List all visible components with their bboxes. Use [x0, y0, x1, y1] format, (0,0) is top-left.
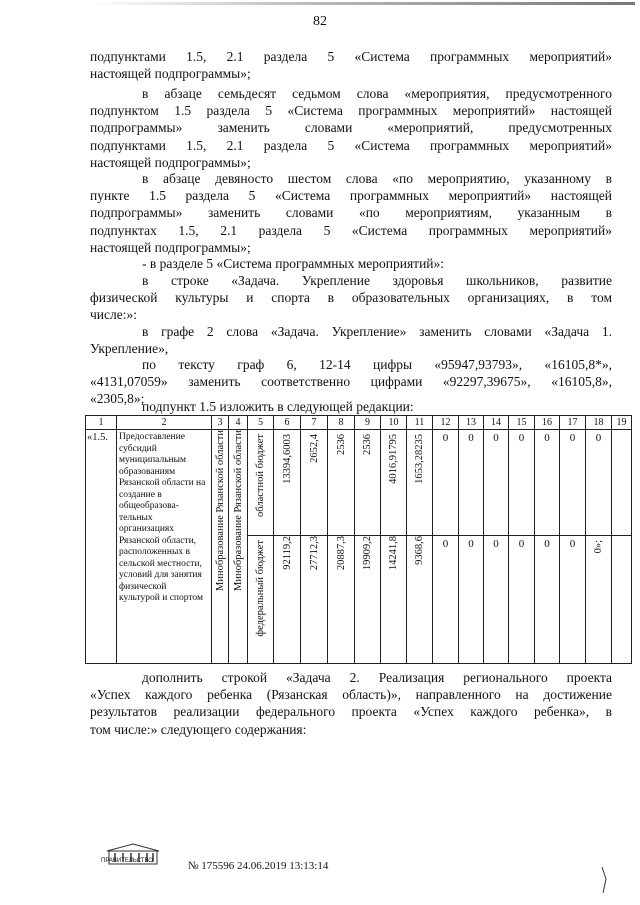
paragraph-9 — [90, 669, 612, 738]
value-cell: 0 — [509, 430, 535, 536]
value-cell: 0 — [433, 536, 459, 664]
executor-text: Минобразование Рязанской области — [232, 430, 244, 591]
stamp-caption: ПРАВИТЕЛЬСТВО — [101, 858, 153, 864]
value-cell — [328, 430, 355, 536]
column-header: 6 — [274, 416, 301, 430]
executor-cell — [212, 430, 229, 664]
value-cell: 0 — [484, 536, 509, 664]
column-header: 8 — [328, 416, 355, 430]
value-text: 0»; — [593, 540, 604, 554]
text-line: в абзаце семьдесят седьмом слова «мероприятия, предусмотренного — [142, 86, 612, 101]
value-cell: 0 — [560, 536, 586, 664]
value-cell: 0 — [535, 430, 560, 536]
value-text: 92119,2 — [281, 536, 293, 570]
value-cell — [612, 430, 632, 536]
value-cell — [612, 536, 632, 664]
value-text: 20887,3 — [335, 536, 347, 571]
paragraph-8 — [90, 398, 612, 415]
value-cell: 0 — [586, 430, 612, 536]
value-cell: 0 — [433, 430, 459, 536]
value-cell — [381, 430, 407, 536]
paragraph-3 — [90, 170, 612, 256]
text-line: настоящей подпрограммы»; — [90, 239, 251, 255]
measure-description: Предоставление субсидий муниципальным образованиям Рязанской области на создание в общеобразова-тельных организациях Рязанской области, расположенных в сельской местности, условий для занятия физической культурой и спортом — [117, 430, 212, 664]
text-line: физической культуры и спорта в образовательных организациях, в том — [90, 290, 612, 306]
program-table — [85, 415, 632, 664]
value-text: 9368,6 — [414, 536, 425, 565]
value-cell — [355, 536, 381, 664]
scan-edge-line — [90, 2, 635, 5]
paragraph-4 — [90, 255, 612, 272]
text-line: «4131,07059» заменить соответственно цифрами «92297,39675», «16105,8», — [90, 374, 612, 390]
paragraph-1 — [90, 48, 612, 82]
column-header: 5 — [248, 416, 274, 430]
column-header: 3 — [212, 416, 229, 430]
value-text: 2536 — [362, 434, 373, 455]
column-header: 14 — [484, 416, 509, 430]
value-cell: 0 — [535, 536, 560, 664]
value-cell: 0 — [560, 430, 586, 536]
value-text: 1653,28235 — [414, 434, 425, 484]
table-header-row — [86, 416, 632, 430]
scan-mark — [600, 865, 610, 895]
value-text: 2536 — [335, 434, 347, 455]
text-line: пункте 1.5 раздела 5 «Система программных мероприятий» настоящей — [90, 188, 612, 204]
text-line: настоящей подпрограммы»; — [90, 154, 251, 170]
text-line: в строке «Задача. Укрепление здоровья школьников, развитие — [142, 273, 612, 288]
value-cell — [586, 536, 612, 664]
column-header: 4 — [229, 416, 248, 430]
source-cell — [248, 536, 274, 664]
value-text: 14241,8 — [388, 536, 399, 571]
table-row — [86, 430, 632, 536]
text-line: Укрепление», — [90, 341, 169, 357]
column-header: 17 — [560, 416, 586, 430]
value-cell: 0 — [459, 430, 484, 536]
source-cell — [248, 430, 274, 536]
column-header: 12 — [433, 416, 459, 430]
text-line: подпунктах 1.5, 2.1 раздела 5 «Система программных мероприятий» — [90, 222, 612, 238]
value-cell — [355, 430, 381, 536]
text-line: подпунктами 1.5, 2.1 раздела 5 «Система программных мероприятий» — [90, 137, 612, 153]
value-cell: 0 — [459, 536, 484, 664]
text-line: настоящей подпрограммы»; — [90, 66, 251, 82]
text-line: «Успех каждого ребенка (Рязанская область)», направленного на достижение — [90, 687, 612, 703]
column-header: 15 — [509, 416, 535, 430]
text-line: подпрограммы» заменить словами «по мероприятиям, указанным в — [90, 205, 612, 221]
column-header: 7 — [301, 416, 328, 430]
value-text: 19909,2 — [362, 536, 373, 571]
value-cell — [381, 536, 407, 664]
executor-text: Минобразование Рязанской области — [214, 430, 226, 591]
executor-cell — [229, 430, 248, 664]
value-cell — [274, 430, 301, 536]
text-line: числе:»: — [90, 307, 137, 323]
value-cell: 0 — [509, 536, 535, 664]
column-header: 11 — [407, 416, 433, 430]
value-cell — [328, 536, 355, 664]
registration-number: № 175596 24.06.2019 13:13:14 — [188, 860, 329, 872]
row-number: «1.5. — [86, 430, 117, 664]
text-line: подпунктом 1.5 раздела 5 «Система программных мероприятий» настоящей — [90, 103, 612, 119]
text-line: дополнить строкой «Задача 2. Реализация регионального проекта — [142, 670, 612, 685]
paragraph-6 — [90, 323, 612, 357]
value-text: 27712,3 — [308, 536, 320, 571]
column-header: 9 — [355, 416, 381, 430]
text-line: результатов реализации федерального проекта «Успех каждого ребенка», в — [90, 704, 612, 720]
column-header: 10 — [381, 416, 407, 430]
value-text: 2652,4 — [308, 434, 320, 463]
text-line: в абзаце девяносто шестом слова «по мероприятию, указанному в — [142, 171, 612, 186]
value-cell: 0 — [484, 430, 509, 536]
column-header: 16 — [535, 416, 560, 430]
value-cell — [407, 536, 433, 664]
value-cell — [301, 536, 328, 664]
source-name: областной бюджет — [255, 434, 266, 517]
column-header: 18 — [586, 416, 612, 430]
source-name: федеральный бюджет — [255, 540, 266, 637]
value-cell — [407, 430, 433, 536]
column-header: 19 — [612, 416, 632, 430]
page-number: 82 — [313, 14, 327, 29]
value-text: 13394,6003 — [281, 434, 293, 484]
column-header: 13 — [459, 416, 484, 430]
text-line: том числе:» следующего содержания: — [90, 721, 307, 737]
column-header: 1 — [86, 416, 117, 430]
text-line: - в разделе 5 «Система программных мероприятий»: — [142, 256, 445, 271]
paragraph-2 — [90, 85, 612, 171]
value-cell — [301, 430, 328, 536]
text-line: подпунктами 1.5, 2.1 раздела 5 «Система программных мероприятий» — [90, 49, 612, 64]
value-text: 4016,91795 — [388, 434, 399, 484]
text-line: подпрограммы» заменить словами «мероприятий, предусмотренных — [90, 120, 612, 136]
value-cell — [274, 536, 301, 664]
text-line: по тексту граф 6, 12-14 цифры «95947,93793», «16105,8*», — [142, 357, 612, 372]
text-line: «2305,8»; — [90, 391, 145, 407]
column-header: 2 — [117, 416, 212, 430]
paragraph-5 — [90, 272, 612, 324]
text-line: подпункт 1.5 изложить в следующей редакции: — [142, 399, 414, 414]
text-line: в графе 2 слова «Задача. Укрепление» заменить словами «Задача 1. — [142, 324, 612, 339]
